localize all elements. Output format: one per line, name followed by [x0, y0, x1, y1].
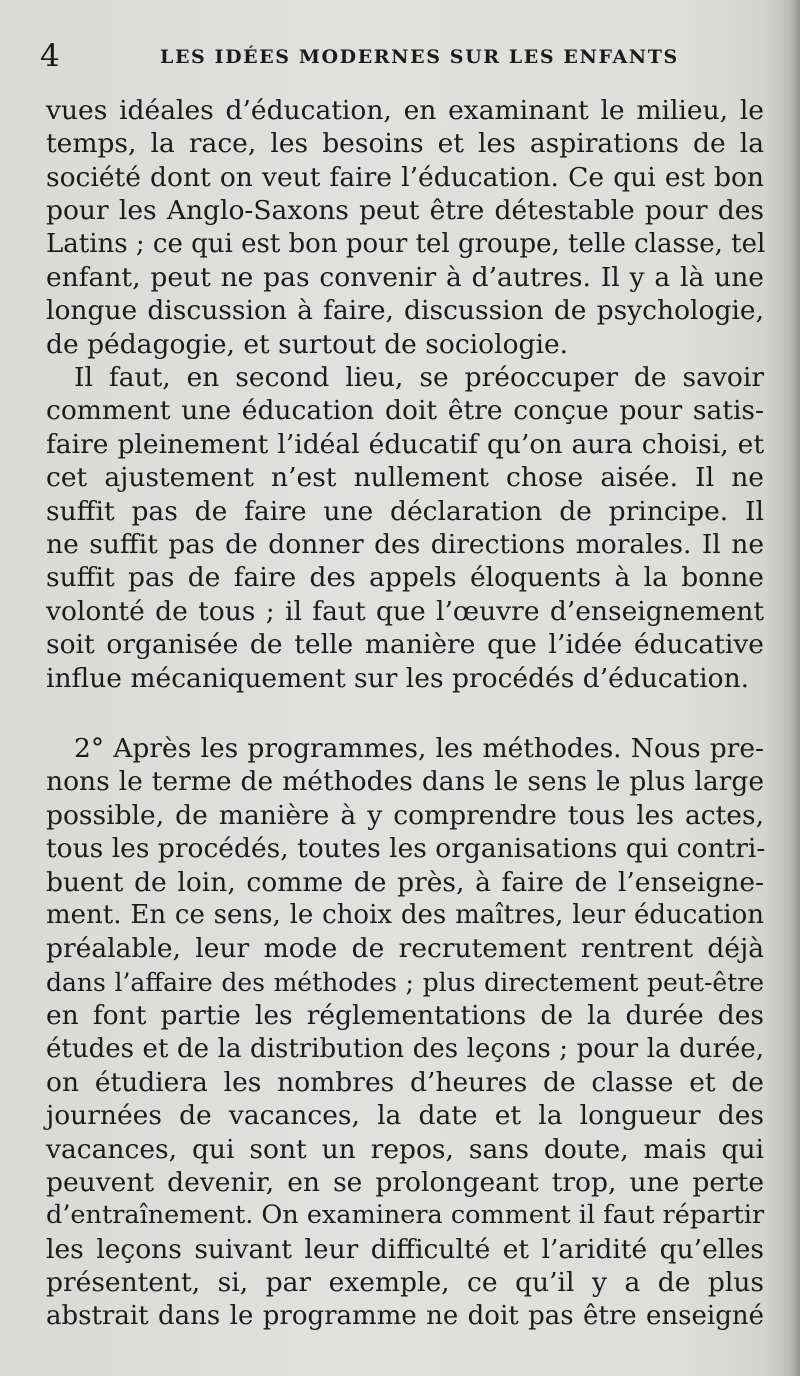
text-line: de pédagogie, et surtout de sociologie. — [46, 328, 569, 360]
text-line: faire pleinement l’idéal éducatif qu’on aura choisi, et — [46, 428, 764, 460]
paragraph-2 — [46, 361, 764, 695]
text-line: ment. En ce sens, le choix des maîtres, leur éducation — [46, 899, 764, 930]
text-line: Latins ; ce qui est bon pour tel groupe, telle classe, tel — [46, 228, 766, 259]
text-line: Il faut, en second lieu, se préoccuper de savoir — [74, 362, 764, 393]
text-line: temps, la race, les besoins et les aspirations de la — [46, 128, 764, 160]
text-line: peuvent devenir, en se prolongeant trop, une perte — [46, 1167, 764, 1199]
text-line: suffit pas de faire une déclaration de principe. Il — [46, 495, 764, 527]
page-header — [40, 36, 760, 76]
text-line: on étudiera les nombres d’heures de classe et de — [46, 1066, 764, 1098]
text-line: influe mécaniquement sur les procédés d’éducation. — [46, 662, 750, 694]
text-line: les leçons suivant leur difficulté et l’aridité qu’elles — [46, 1233, 764, 1265]
text-line: volonté de tous ; il faut que l’œuvre d’enseignement — [46, 595, 764, 627]
running-title: LES IDÉES MODERNES SUR LES ENFANTS — [160, 46, 679, 68]
text-line: abstrait dans le programme ne doit pas être enseigné — [46, 1300, 764, 1331]
text-line: ne suffit pas de donner des directions morales. Il ne — [46, 528, 764, 560]
text-line: en font partie les réglementations de la durée des — [46, 1000, 764, 1032]
text-line: études et de la distribution des leçons ; pour la durée, — [46, 1033, 764, 1064]
text-line: nons le terme de méthodes dans le sens le plus large — [46, 766, 764, 798]
page-edge-shadow — [766, 0, 800, 1376]
text-line: cet ajustement n’est nullement chose aisée. Il ne — [46, 462, 764, 494]
text-line: préalable, leur mode de recrutement rentrent déjà — [46, 933, 764, 965]
text-line: buent de loin, comme de près, à faire de l’enseigne- — [46, 866, 764, 898]
text-line: vacances, qui sont un repos, sans doute, mais qui — [46, 1133, 764, 1165]
text-line: présentent, si, par exemple, ce qu’il y a de plus — [46, 1267, 764, 1299]
text-line: comment une éducation doit être conçue pour satis- — [46, 395, 764, 427]
paragraph-3 — [46, 732, 764, 1333]
text-line: soit organisée de telle manière que l’idée éducative — [46, 629, 764, 661]
page-number: 4 — [40, 38, 60, 74]
text-line: dans l’affaire des méthodes ; plus directement peut-être — [46, 967, 764, 997]
text-line: tous les procédés, toutes les organisations qui contri- — [46, 833, 766, 865]
text-line: enfant, peut ne pas convenir à d’autres. Il y a là une — [46, 261, 764, 293]
text-line: 2° Après les programmes, les méthodes. Nous pre- — [74, 733, 764, 764]
text-line: société dont on veut faire l’éducation. Ce qui est bon — [46, 161, 764, 193]
text-line: suffit pas de faire des appels éloquents à la bonne — [46, 562, 764, 594]
paragraph-1 — [46, 94, 764, 361]
text-line: d’entraînement. On examinera comment il faut répartir — [46, 1200, 765, 1231]
text-line: vues idéales d’éducation, en examinant le milieu, le — [46, 95, 764, 126]
text-line: possible, de manière à y comprendre tous les actes, — [46, 799, 764, 831]
text-line: longue discussion à faire, discussion de psychologie, — [46, 295, 764, 327]
text-line: pour les Anglo-Saxons peut être détestable pour des — [46, 195, 764, 227]
text-line: journées de vacances, la date et la longueur des — [46, 1100, 764, 1132]
